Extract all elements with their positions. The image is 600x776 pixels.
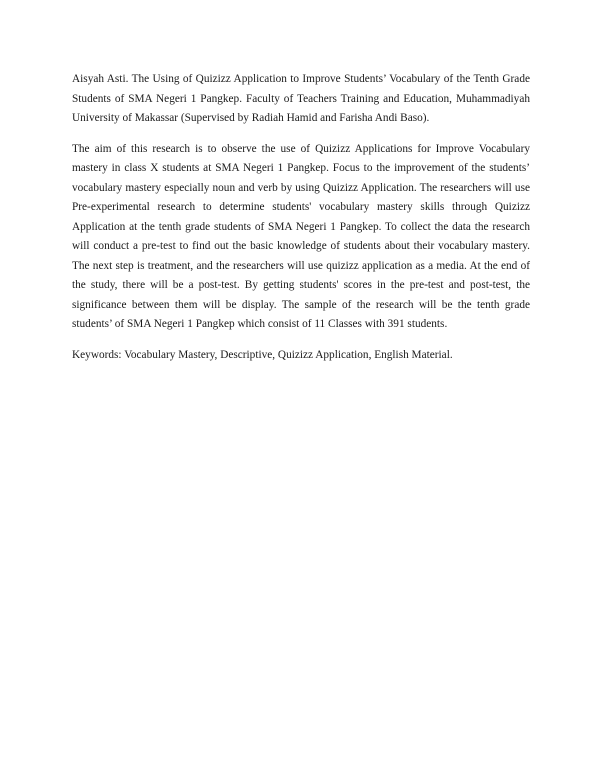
citation-paragraph: Aisyah Asti. The Using of Quizizz Application to Improve Students’ Vocabulary of the Tenth Grade Students of SMA Negeri 1 Pangkep. Faculty of Teachers Training and Education, Muhammadiyah University of Makassar (Supervised by Radiah Hamid and Farisha Andi Baso). (72, 73, 530, 124)
document-page (72, 70, 530, 365)
keywords-line: Keywords: Vocabulary Mastery, Descriptive, Quizizz Application, English Material. (72, 348, 453, 361)
abstract-paragraph: The aim of this research is to observe the use of Quizizz Applications for Improve Vocabulary mastery in class X students at SMA Negeri 1 Pangkep. Focus to the improvement of the students’ vocabulary mastery especially noun and verb by using Quizizz Application. The researchers will use Pre-experimental research to determine students' vocabulary mastery skills through Quizizz Application at the tenth grade students of SMA Negeri 1 Pangkep. To collect the data the research will conduct a pre-test to find out the basic knowledge of students about their vocabulary mastery. The next step is treatment, and the researchers will use quizizz application as a media. At the end of the study, there will be a post-test. By getting students' scores in the pre-test and post-test, the significance between them will be display. The sample of the research will be the tenth grade students’ of SMA Negeri 1 Pangkep which consist of 11 Classes with 391 students. (72, 142, 530, 330)
